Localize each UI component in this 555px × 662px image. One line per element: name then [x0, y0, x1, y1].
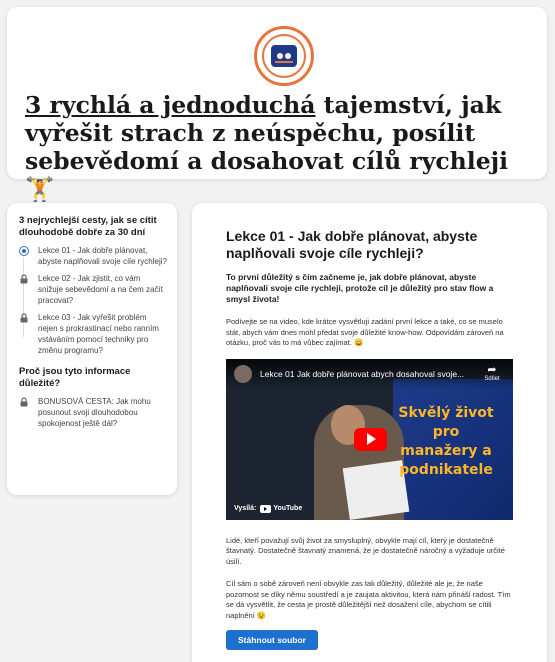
current-circle-icon [19, 246, 29, 256]
share-icon: ➦ [487, 364, 497, 376]
channel-avatar[interactable] [234, 365, 252, 383]
lesson-intro: To první důležitý s čím začneme je, jak dobře plánovat, abyste naplňovali svoje cíle rychleji, protože cíl je důležitý pro stav flow a smysl života! [226, 272, 494, 304]
watch-on-label: Vysílá: [234, 505, 257, 512]
video-title[interactable]: Lekce 01 Jak dobře plánovat abych dosahoval svoje... [260, 368, 465, 379]
lesson-content [192, 203, 547, 662]
download-button[interactable]: Stáhnout soubor [226, 630, 318, 650]
hero-card [7, 7, 547, 203]
sidebar-item-label: Lekce 01 - Jak dobře plánovat, abyste naplňovali svoje cíle rychleji? [38, 246, 167, 266]
sidebar-item-label: Lekce 02 - Jak zjistit, co vám snižuje sebevědomí a na čem začít pracovat? [38, 274, 163, 305]
lesson-paragraph: Lidé, kteří považují svůj život za smysluplný, obvykle mají cíl, který je dostatečně štavnatý. Dostatečně štavnatý znamená, že je dostatečně náročný a vyžaduje určité úsilí. [226, 535, 505, 566]
video-topbar [226, 359, 513, 389]
video-bottombar [226, 498, 513, 520]
title-rest: tajemství, jak vyřešit strach z neúspěchu, posílit sebevědomí a dosahovat cílů rychleji [25, 91, 509, 175]
video-player[interactable] [226, 359, 513, 520]
bonus-list [19, 396, 167, 429]
sidebar-item-lesson-02[interactable] [19, 273, 167, 306]
youtube-link[interactable]: YouTube [260, 505, 302, 513]
sidebar-item-lesson-01[interactable] [19, 245, 167, 267]
page-title [25, 91, 535, 203]
youtube-icon [260, 505, 271, 513]
play-button[interactable] [354, 428, 387, 451]
lock-icon [19, 397, 29, 407]
lock-icon [19, 313, 29, 323]
lock-icon [19, 274, 29, 284]
lesson-paragraph: Cíl sám o sobě zároveň není obvykle zas tak důležitý, důležité ale je, že naše pozornost se díky němu soustředí a je zaujata aktivitou, která nám přináší radost. Tím se dá vysvětlit, že cesta je prostě důležitější než dosažení cíle, abychom se cítili naplnění 😉 [226, 579, 511, 620]
sidebar-item-bonus[interactable] [19, 396, 167, 429]
lesson-title: Lekce 01 - Jak dobře plánovat, abyste naplňovali svoje cíle rychleji? [226, 228, 478, 261]
sidebar-item-label: Lekce 03 - Jak vyřešit problém nejen s prokrastinací nebo ranním vstáváním pomocí techniky pro změnu programu? [38, 313, 159, 355]
brand-logo[interactable] [254, 26, 314, 86]
course-sidebar [7, 203, 177, 495]
sidebar-item-label: BONUSOVÁ CESTA: Jak mohu posunout svoji dlouhodobou spokojenost ještě dál? [38, 397, 151, 428]
lesson-paragraph: Podívejte se na video, kde krátce vysvětluji zadání první lekce a také, co se muselo stát, abych vám dnes mohl předat svoje důležité know-how. Odpovídám zároveň na otázku, proč vás to má vůbec zajímat. 😀 [226, 317, 504, 347]
title-highlight: 3 rychlá a jednoduchá [25, 91, 316, 119]
sidebar-heading-2: Proč jsou tyto informace důležité? [19, 366, 131, 389]
weightlifter-icon: 🏋️ [25, 175, 55, 203]
logo-mark-icon [271, 45, 297, 67]
video-overlay-text: Skvělý život pro manažery a podnikatele [398, 404, 494, 478]
sidebar-item-lesson-03[interactable] [19, 312, 167, 356]
lesson-list [19, 245, 167, 356]
sidebar-heading: 3 nejrychlejší cesty, jak se cítit dlouhodobě dobře za 30 dní [19, 215, 157, 238]
share-button[interactable]: ➦ Sdílet [479, 365, 505, 382]
